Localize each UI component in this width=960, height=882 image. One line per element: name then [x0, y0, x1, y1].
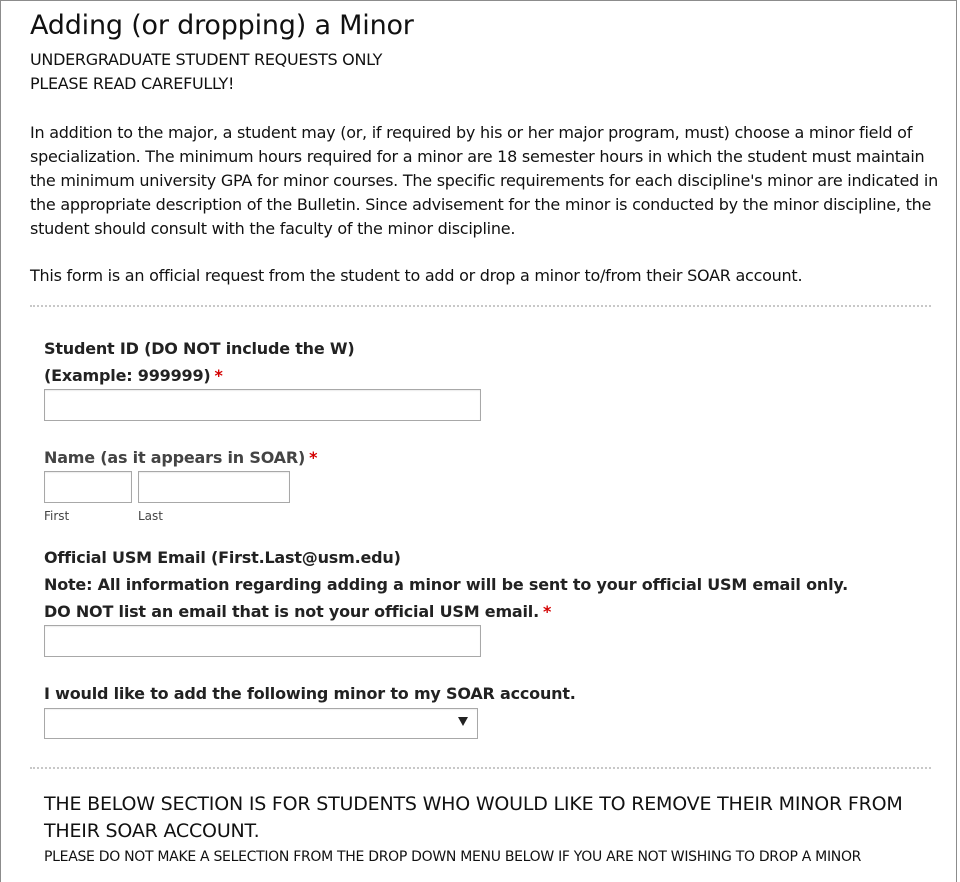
subtitle-read-carefully: PLEASE READ CAREFULLY! — [30, 74, 235, 93]
student-id-label — [44, 335, 354, 389]
student-id-label-line1: Student ID (DO NOT include the W) — [44, 339, 355, 358]
name-label-text: Name (as it appears in SOAR) — [44, 448, 306, 467]
first-name-input[interactable] — [44, 471, 132, 503]
student-id-label-line2: (Example: 999999) — [44, 366, 211, 385]
page-title: Adding (or dropping) a Minor — [30, 10, 414, 41]
drop-section-note: PLEASE DO NOT MAKE A SELECTION FROM THE DROP DOWN MENU BELOW IF YOU ARE NOT WISHING TO DROP A MINOR — [44, 849, 862, 865]
email-label-line3: DO NOT list an email that is not your official USM email. — [44, 602, 539, 621]
name-label — [44, 444, 317, 471]
first-name-sublabel: First — [44, 509, 70, 523]
last-name-sublabel: Last — [138, 509, 163, 523]
email-input[interactable] — [44, 625, 481, 657]
email-label-line1: Official USM Email (First.Last@usm.edu) — [44, 548, 401, 567]
add-minor-label: I would like to add the following minor to my SOAR account. — [44, 684, 576, 703]
intro-paragraph: In addition to the major, a student may (or, if required by his or her major program, must) choose a minor field of specialization. The minimum hours required for a minor are 18 semester hours in which the student must maintain the minimum university GPA for minor courses. The specific requirements for each discipline's minor are indicated in the appropriate description of the Bulletin. Since advisement for the minor is conducted by the minor discipline, the student should consult with the faculty of the minor discipline. — [30, 123, 938, 238]
student-id-input[interactable] — [44, 389, 481, 421]
required-marker: * — [309, 448, 318, 467]
email-label-line2: Note: All information regarding adding a minor will be sent to your official USM email only. — [44, 575, 848, 594]
official-request-text: This form is an official request from the student to add or drop a minor to/from their SOAR account. — [30, 266, 803, 285]
drop-section-heading: THE BELOW SECTION IS FOR STUDENTS WHO WOULD LIKE TO REMOVE THEIR MINOR FROM THEIR SOAR ACCOUNT. — [44, 793, 903, 842]
required-marker: * — [214, 366, 223, 385]
required-marker: * — [542, 602, 552, 621]
email-label — [44, 544, 848, 625]
section-divider — [30, 767, 931, 769]
last-name-input[interactable] — [138, 471, 290, 503]
subtitle-undergraduate: UNDERGRADUATE STUDENT REQUESTS ONLY — [30, 50, 383, 69]
section-divider — [30, 305, 931, 307]
chevron-down-icon — [458, 717, 468, 726]
add-minor-select[interactable] — [44, 708, 478, 739]
